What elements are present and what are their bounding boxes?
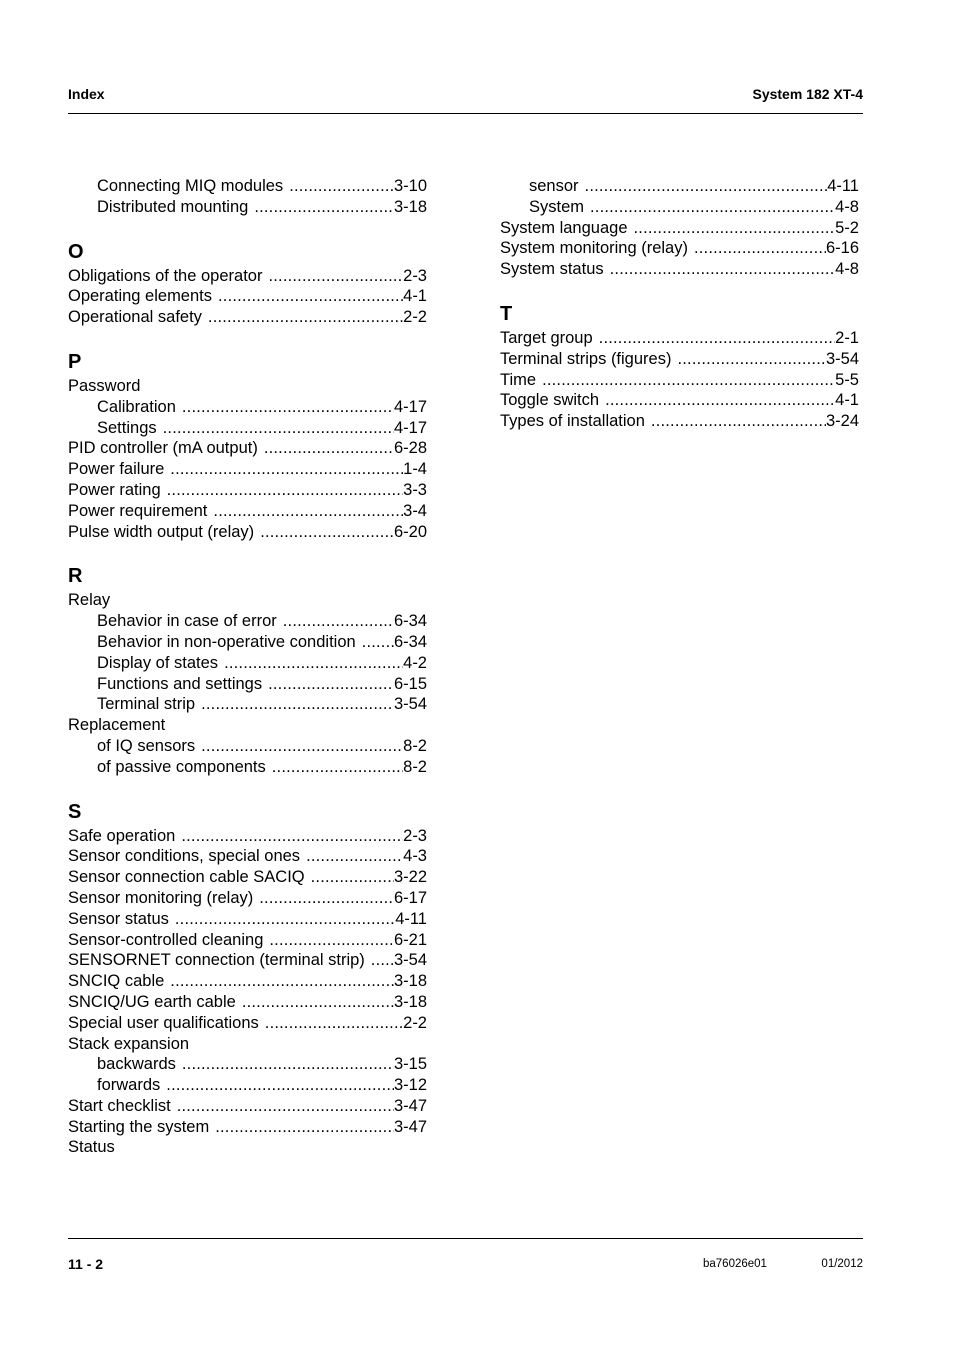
- index-entry-page-ref: 4-11: [395, 909, 427, 928]
- index-entry-label: Functions and settings: [97, 674, 263, 693]
- index-entry: [500, 390, 859, 411]
- index-entry-label: SNCIQ cable: [68, 972, 165, 991]
- index-entry-page-ref: 1-4: [403, 460, 427, 479]
- index-entry-label: Relay: [68, 591, 111, 610]
- index-entry-label: sensor: [529, 177, 579, 195]
- index-entry-label: Calibration: [97, 397, 176, 416]
- page-header: [68, 86, 863, 106]
- index-entry-label: Settings: [97, 418, 157, 437]
- index-entry-label: Sensor monitoring (relay): [68, 888, 254, 907]
- index-entry-label: Power rating: [68, 480, 161, 499]
- index-entry-page-ref: 4-1: [403, 287, 427, 306]
- dot-leader: [157, 418, 394, 439]
- index-entry-page-ref: 6-28: [393, 439, 427, 458]
- index-entry: [68, 522, 427, 543]
- index-entry-page-ref: 3-18: [393, 972, 427, 991]
- index-entry: [500, 238, 859, 259]
- index-entry-page-ref: 3-54: [825, 349, 859, 368]
- dot-leader: [207, 501, 403, 522]
- dot-leader: [536, 370, 835, 391]
- index-entry-page-ref: 3-12: [393, 1076, 427, 1095]
- index-entry-label: Operating elements: [68, 287, 212, 306]
- index-entry-page-ref: 4-17: [393, 397, 427, 416]
- header-section-title: Index: [68, 86, 105, 102]
- index-subentry: [500, 197, 859, 218]
- dot-leader: [283, 176, 394, 197]
- index-letter-heading: O: [68, 240, 84, 263]
- dot-leader: [253, 888, 394, 909]
- index-subentry: [68, 694, 427, 715]
- index-entry-page-ref: 2-3: [403, 826, 427, 845]
- index-entry-label: Power requirement: [68, 501, 208, 520]
- index-entry-label: Behavior in case of error: [97, 612, 277, 631]
- dot-leader: [209, 1117, 394, 1138]
- index-entry-page-ref: 2-3: [403, 266, 427, 285]
- index-entry: [500, 370, 859, 391]
- index-entry: [68, 266, 427, 287]
- index-entry-page-ref: 4-2: [403, 653, 427, 672]
- index-entry: [68, 888, 427, 909]
- index-subentry: [68, 757, 427, 778]
- index-entry-page-ref: 4-3: [403, 847, 427, 866]
- index-entry-label: Pulse width output (relay): [68, 522, 255, 541]
- index-subentry: [68, 736, 427, 757]
- index-entry: [68, 992, 427, 1013]
- index-entry: [500, 218, 859, 239]
- index-entry-label: Operational safety: [68, 308, 202, 327]
- dot-leader: [176, 1054, 394, 1075]
- index-entry-page-ref: 8-2: [403, 736, 427, 755]
- index-subentry: [68, 418, 427, 439]
- index-entry: [68, 307, 427, 328]
- index-entry-page-ref: 2-1: [835, 328, 859, 347]
- index-entry: [68, 1034, 427, 1055]
- index-entry-label: Power failure: [68, 460, 165, 479]
- dot-leader: [164, 459, 403, 480]
- index-entry: [68, 826, 427, 847]
- dot-leader: [161, 480, 404, 501]
- dot-leader: [671, 349, 826, 370]
- index-entry: [68, 867, 427, 888]
- index-subentry: [68, 197, 427, 218]
- dot-leader: [599, 390, 835, 411]
- index-entry-label: Stack expansion: [68, 1034, 190, 1053]
- footer-document-id: ba76026e01: [703, 1258, 767, 1270]
- dot-leader: [160, 1075, 394, 1096]
- dot-leader: [236, 992, 394, 1013]
- index-entry-label: System: [529, 197, 585, 216]
- index-entry-label: forwards: [97, 1076, 161, 1095]
- index-letter-heading: S: [68, 800, 82, 823]
- index-entry-page-ref: 6-17: [393, 888, 427, 907]
- dot-leader: [263, 930, 394, 951]
- index-entry-label: Terminal strips (figures): [500, 349, 672, 368]
- index-entry-label: Toggle switch: [500, 391, 600, 410]
- dot-leader: [248, 197, 394, 218]
- index-entry-label: System language: [500, 218, 628, 237]
- index-subentry: [68, 176, 427, 197]
- index-entry: [500, 349, 859, 370]
- index-entry-label: Terminal strip: [97, 695, 196, 714]
- footer-date: 01/2012: [821, 1258, 863, 1270]
- dot-leader: [164, 971, 394, 992]
- index-entry-label: Starting the system: [68, 1117, 210, 1136]
- index-entry-label: SENSORNET connection (terminal strip): [68, 951, 365, 970]
- dot-leader: [604, 259, 836, 280]
- index-subentry: [68, 632, 427, 653]
- index-entry: [500, 411, 859, 432]
- index-entry-label: Password: [68, 376, 141, 395]
- dot-leader: [258, 438, 394, 459]
- index-letter-heading: P: [68, 350, 82, 373]
- index-entry-label: backwards: [97, 1055, 176, 1074]
- index-entry: [68, 909, 427, 930]
- index-entry-label: Behavior in non-operative condition: [97, 632, 356, 651]
- index-entry-label: Obligations of the operator: [68, 266, 263, 285]
- index-entry-page-ref: 6-34: [393, 632, 427, 651]
- dot-leader: [645, 411, 826, 432]
- index-entry-label: Status: [68, 1138, 115, 1157]
- index-entry-page-ref: 4-8: [835, 197, 859, 216]
- dot-leader: [176, 397, 394, 418]
- index-entry: [68, 1013, 427, 1034]
- index-entry: [68, 715, 427, 736]
- index-entry-label: Sensor-controlled cleaning: [68, 930, 264, 949]
- index-entry-label: SNCIQ/UG earth cable: [68, 992, 236, 1011]
- index-entry-label: Replacement: [68, 716, 166, 735]
- index-entry: [68, 971, 427, 992]
- index-entry: [500, 328, 859, 349]
- index-letter-heading: R: [68, 565, 83, 588]
- index-subentry: [68, 653, 427, 674]
- index-entry-label: Sensor conditions, special ones: [68, 847, 301, 866]
- index-column-right: [500, 176, 859, 432]
- dot-leader: [212, 286, 403, 307]
- index-entry-page-ref: 4-11: [827, 177, 859, 195]
- header-product-name: System 182 XT-4: [752, 86, 863, 102]
- index-entry-label: of IQ sensors: [97, 736, 196, 755]
- dot-leader: [195, 736, 403, 757]
- index-entry-label: Sensor status: [68, 909, 169, 928]
- index-entry-page-ref: 8-2: [403, 757, 427, 776]
- index-entry-label: System monitoring (relay): [500, 239, 688, 258]
- index-entry-label: Time: [500, 370, 537, 389]
- index-subentry: [68, 674, 427, 695]
- dot-leader: [259, 1013, 403, 1034]
- index-subentry: [68, 1054, 427, 1075]
- index-entry-page-ref: 4-1: [835, 391, 859, 410]
- index-entry-page-ref: 6-34: [393, 612, 427, 631]
- index-entry: [68, 376, 427, 397]
- header-divider: [68, 113, 863, 114]
- index-entry-page-ref: 3-18: [393, 992, 427, 1011]
- dot-leader: [171, 1096, 394, 1117]
- index-entry: [68, 930, 427, 951]
- dot-leader: [305, 867, 394, 888]
- dot-leader: [169, 909, 395, 930]
- index-entry-label: System status: [500, 260, 604, 279]
- index-subentry: [500, 176, 859, 197]
- index-subentry: [68, 397, 427, 418]
- index-entry-label: Target group: [500, 328, 593, 347]
- index-entry-label: Distributed mounting: [97, 197, 249, 216]
- index-entry: [68, 846, 427, 867]
- index-letter-heading: T: [500, 302, 513, 325]
- index-entry-label: Safe operation: [68, 826, 176, 845]
- index-entry-page-ref: 3-4: [403, 501, 427, 520]
- index-entry-page-ref: 3-15: [393, 1055, 427, 1074]
- index-entry: [68, 286, 427, 307]
- dot-leader: [365, 950, 394, 971]
- index-entry-page-ref: 6-20: [393, 522, 427, 541]
- index-subentry: [68, 611, 427, 632]
- dot-leader: [195, 694, 394, 715]
- dot-leader: [277, 611, 394, 632]
- index-entry: [68, 1096, 427, 1117]
- index-entry-page-ref: 6-15: [393, 674, 427, 693]
- index-entry-page-ref: 3-18: [393, 197, 427, 216]
- index-column-left: [68, 176, 427, 1158]
- index-entry-page-ref: 2-2: [403, 308, 427, 327]
- dot-leader: [593, 328, 835, 349]
- footer-page-number: 11 - 2: [68, 1256, 104, 1272]
- index-entry-label: Display of states: [97, 653, 219, 672]
- dot-leader: [356, 632, 394, 653]
- index-entry: [68, 459, 427, 480]
- index-entry: [500, 259, 859, 280]
- dot-leader: [688, 238, 826, 259]
- dot-leader: [628, 218, 836, 239]
- dot-leader: [300, 846, 403, 867]
- index-entry: [68, 501, 427, 522]
- index-entry-label: of passive components: [97, 757, 266, 776]
- index-entry-page-ref: 3-3: [403, 480, 427, 499]
- index-entry: [68, 480, 427, 501]
- index-entry: [68, 950, 427, 971]
- index-entry-page-ref: 3-24: [825, 412, 859, 431]
- dot-leader: [218, 653, 403, 674]
- index-entry-page-ref: 3-47: [393, 1117, 427, 1136]
- index-entry: [68, 1137, 427, 1158]
- index-entry-page-ref: 3-54: [393, 951, 427, 970]
- index-entry-page-ref: 6-16: [825, 239, 859, 258]
- dot-leader: [266, 757, 403, 778]
- index-entry: [68, 590, 427, 611]
- index-entry-page-ref: 4-17: [393, 418, 427, 437]
- index-entry: [68, 438, 427, 459]
- index-subentry: [68, 1075, 427, 1096]
- index-entry-label: Connecting MIQ modules: [97, 177, 284, 195]
- dot-leader: [584, 197, 835, 218]
- dot-leader: [262, 266, 403, 287]
- dot-leader: [254, 522, 394, 543]
- dot-leader: [579, 176, 828, 197]
- index-entry-page-ref: 3-22: [393, 868, 427, 887]
- index-entry-label: PID controller (mA output): [68, 439, 258, 458]
- dot-leader: [202, 307, 403, 328]
- index-entry-page-ref: 5-2: [835, 218, 859, 237]
- index-entry-label: Types of installation: [500, 412, 645, 431]
- index-entry-page-ref: 2-2: [403, 1013, 427, 1032]
- footer-divider: [68, 1238, 863, 1239]
- index-entry-page-ref: 6-21: [393, 930, 427, 949]
- index-entry: [68, 1117, 427, 1138]
- index-entry-page-ref: 3-10: [393, 177, 427, 195]
- index-entry-label: Sensor connection cable SACIQ: [68, 868, 305, 887]
- index-entry-label: Special user qualifications: [68, 1013, 259, 1032]
- index-entry-label: Start checklist: [68, 1096, 171, 1115]
- index-entry-page-ref: 4-8: [835, 260, 859, 279]
- dot-leader: [262, 674, 394, 695]
- dot-leader: [175, 826, 403, 847]
- index-entry-page-ref: 5-5: [835, 370, 859, 389]
- index-entry-page-ref: 3-54: [393, 695, 427, 714]
- index-entry-page-ref: 3-47: [393, 1096, 427, 1115]
